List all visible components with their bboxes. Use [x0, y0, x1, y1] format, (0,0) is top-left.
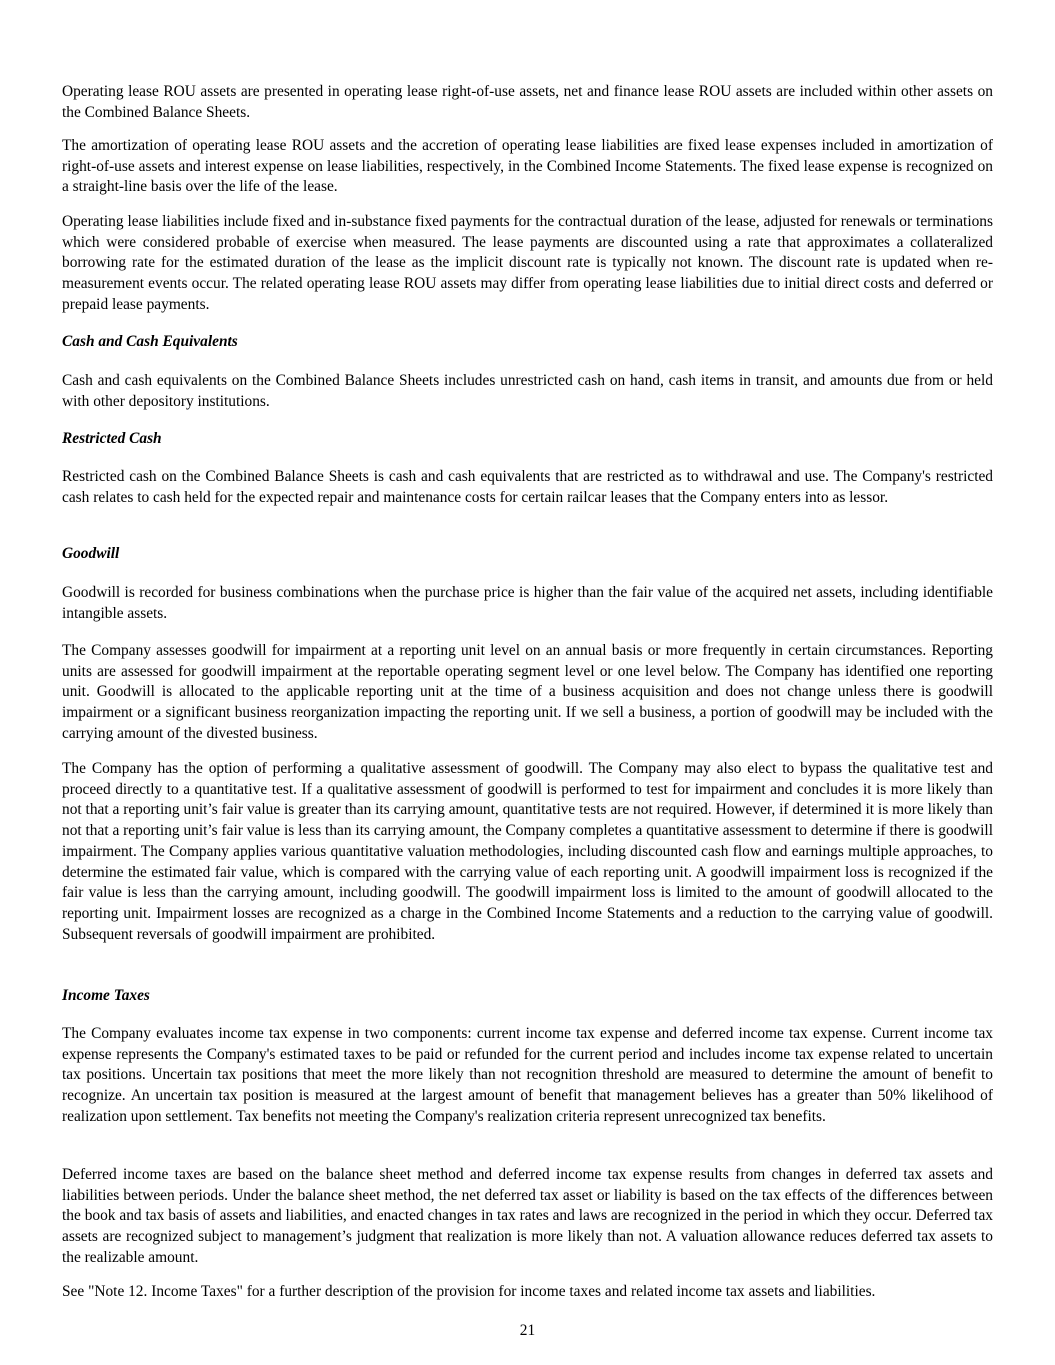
- page-number: 21: [519, 1322, 536, 1339]
- paragraph-restricted-cash: Restricted cash on the Combined Balance Sheets is cash and cash equivalents that are restricted as to withdrawal and use. The Company's restricted cash relates to cash held for the expected repair and maintenance costs for certain railcar leases that the Company enters into as lessor.: [62, 468, 993, 506]
- heading-goodwill: Goodwill: [62, 545, 120, 562]
- paragraph-income-tax-expense: The Company evaluates income tax expense in two components: current income tax expense and deferred income tax expense. Current income tax expense represents the Company's estimated taxes to be paid or refunded for the current period and includes income tax expense related to uncertain tax positions. Uncertain tax positions that meet the more likely than not recognition threshold are measured to determine the amount of benefit to recognize. An uncertain tax position is measured at the largest amount of benefit that management believes has a greater than 50% likelihood of realization upon settlement. Tax benefits not meeting the Company's realization criteria represent unrecognized tax benefits.: [62, 1025, 993, 1125]
- heading-cash-equivalents: Cash and Cash Equivalents: [62, 333, 238, 350]
- heading-restricted-cash: Restricted Cash: [62, 430, 162, 447]
- paragraph-note-reference: See "Note 12. Income Taxes" for a further description of the provision for income taxes and related income tax assets and liabilities.: [62, 1283, 876, 1300]
- paragraph-amortization: The amortization of operating lease ROU assets and the accretion of operating lease liabilities are fixed lease expenses included in amortization of right-of-use assets and interest expense on lease liabilities, respectively, in the Combined Income Statements. The fixed lease expense is recognized on a straight-line basis over the life of the lease.: [62, 137, 993, 196]
- paragraph-goodwill-impairment: The Company assesses goodwill for impairment at a reporting unit level on an annual basis or more frequently in certain circumstances. Reporting units are assessed for goodwill impairment at the reportable operating segment level or one level below. The Company has identified one reporting unit. Goodwill is allocated to the applicable reporting unit at the time of a business acquisition and does not change unless there is goodwill impairment or a significant business reorganization impacting the reporting unit. If we sell a business, a portion of goodwill may be included with the carrying amount of the divested business.: [62, 642, 993, 742]
- paragraph-goodwill-assessment: The Company has the option of performing a qualitative assessment of goodwill. The Company may also elect to bypass the qualitative test and proceed directly to a quantitative test. If a qualitative assessment of goodwill is performed to test for impairment and concludes it is more likely than not that a reporting unit’s fair value is greater than its carrying amount, quantitative tests are not required. However, if determined it is more likely than not that a reporting unit’s fair value is less than its carrying amount, the Company completes a quantitative assessment to determine if there is goodwill impairment. The Company applies various quantitative valuation methodologies, including discounted cash flow and earnings multiple approaches, to determine the estimated fair value, which is compared with the carrying value of each reporting unit. A goodwill impairment loss is recognized if the fair value is less than the carrying amount, including goodwill. The goodwill impairment loss is limited to the amount of goodwill allocated to the reporting unit. Impairment losses are recognized as a charge in the Combined Income Statements and a reduction to the carrying value of goodwill. Subsequent reversals of goodwill impairment are prohibited.: [62, 760, 993, 943]
- heading-income-taxes: Income Taxes: [62, 987, 150, 1004]
- paragraph-operating-lease-liabilities: Operating lease liabilities include fixed and in-substance fixed payments for the contractual duration of the lease, adjusted for renewals or terminations which were considered probable of exercise when measured. The lease payments are discounted using a rate that approximates a collateralized borrowing rate for the estimated duration of the lease as the implicit discount rate is typically not known. The discount rate is updated when re-measurement events occur. The related operating lease ROU assets may differ from operating lease liabilities due to initial direct costs and deferred or prepaid lease payments.: [62, 213, 993, 313]
- paragraph-deferred-taxes: Deferred income taxes are based on the balance sheet method and deferred income tax expense results from changes in deferred tax assets and liabilities between periods. Under the balance sheet method, the net deferred tax asset or liability is based on the tax effects of the differences between the book and tax basis of assets and liabilities, and enacted changes in tax rates and laws are recognized in the period in which they occur. Deferred tax assets are recognized subject to management’s judgment that realization is more likely than not. A valuation allowance reduces deferred tax assets to the realizable amount.: [62, 1166, 993, 1266]
- paragraph-rou-assets: Operating lease ROU assets are presented in operating lease right-of-use assets, net and finance lease ROU assets are included within other assets on the Combined Balance Sheets.: [62, 83, 993, 121]
- paragraph-goodwill-recorded: Goodwill is recorded for business combinations when the purchase price is higher than the fair value of the acquired net assets, including identifiable intangible assets.: [62, 584, 993, 622]
- paragraph-cash-equivalents: Cash and cash equivalents on the Combined Balance Sheets includes unrestricted cash on hand, cash items in transit, and amounts due from or held with other depository institutions.: [62, 372, 993, 410]
